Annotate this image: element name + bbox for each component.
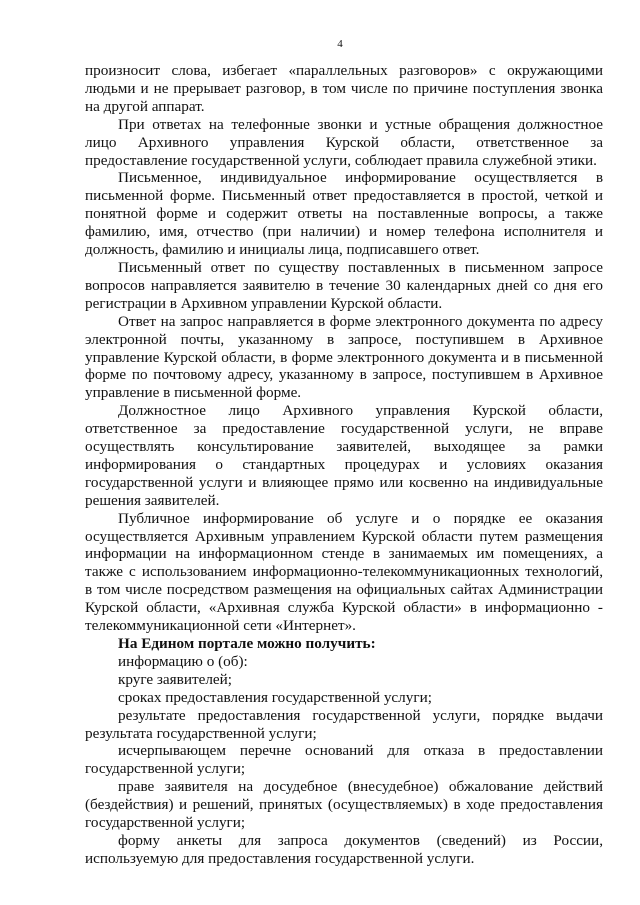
list-item: результате предоставления государственной услуги, порядке выдачи результата государственной услуги; <box>85 706 603 742</box>
list-item: исчерпывающем перечне оснований для отказа в предоставлении государственной услуги; <box>85 742 603 778</box>
list-item: сроках предоставления государственной услуги; <box>118 688 432 706</box>
paragraph-response-deadline: Письменный ответ по существу поставленных в письменном запросе вопросов направляется заявителю в течение 30 календарных дней со дня его регистрации в Архивном управлении Курской области. <box>85 258 603 312</box>
list-item: круге заявителей; <box>118 670 233 688</box>
body-text <box>85 62 603 868</box>
list-item: информацию о (об): <box>118 652 248 670</box>
paragraph-response-delivery: Ответ на запрос направляется в форме электронного документа по адресу электронной почты, указанному в запросе, поступившем в Архивное управление Курской области, в форме электронного документа и в письменной форме по почтовому адресу, указанному в запросе, поступившем в Архивное управление в письменной форме. <box>85 312 603 402</box>
paragraph-consulting-limits: Должностное лицо Архивного управления Курской области, ответственное за предоставление государственной услуги, не вправе осуществлять консультирование заявителей, выходящее за рамки информирования о стандартных процедурах и условиях оказания государственной услуги и влияющее прямо или косвенно на индивидуальные решения заявителей. <box>85 402 603 509</box>
paragraph-public-informing: Публичное информирование об услуге и о порядке ее оказания осуществляется Архивным управлением Курской области путем размещения информации на информационном стенде в занимаемых им помещениях, а также с использованием информационно-телекоммуникационных технологий, в том числе посредством размещения на официальных сайтах Администрации Курской области, «Архивная служба Курской области» в информационно - телекоммуникационной сети «Интернет». <box>85 509 603 635</box>
list-item: праве заявителя на досудебное (внесудебное) обжалование действий (бездействия) и решений, принятых (осуществляемых) в ходе предоставления государственной услуги; <box>85 778 603 832</box>
section-heading: На Едином портале можно получить: <box>118 635 376 652</box>
paragraph-continuation: произносит слова, избегает «параллельных разговоров» с окружающими людьми и не прерывает разговор, в том числе по причине поступления звонка на другой аппарат. <box>85 62 603 115</box>
paragraph-written-informing: Письменное, индивидуальное информирование осуществляется в письменной форме. Письменный ответ предоставляется в простой, четкой и понятной форме и содержит ответы на поставленные вопросы, а также фамилию, имя, отчество (при наличии) и номер телефона исполнителя и должность, фамилию и инициалы лица, подписавшего ответ. <box>85 169 603 259</box>
list-item: форму анкеты для запроса документов (сведений) из России, используемую для предоставления государственной услуги. <box>85 831 603 867</box>
page-number: 4 <box>337 38 343 50</box>
paragraph-phone-ethics: При ответах на телефонные звонки и устные обращения должностное лицо Архивного управления Курской области, ответственное за предоставление государственной услуги, соблюдает правила служебной этики. <box>85 115 603 169</box>
